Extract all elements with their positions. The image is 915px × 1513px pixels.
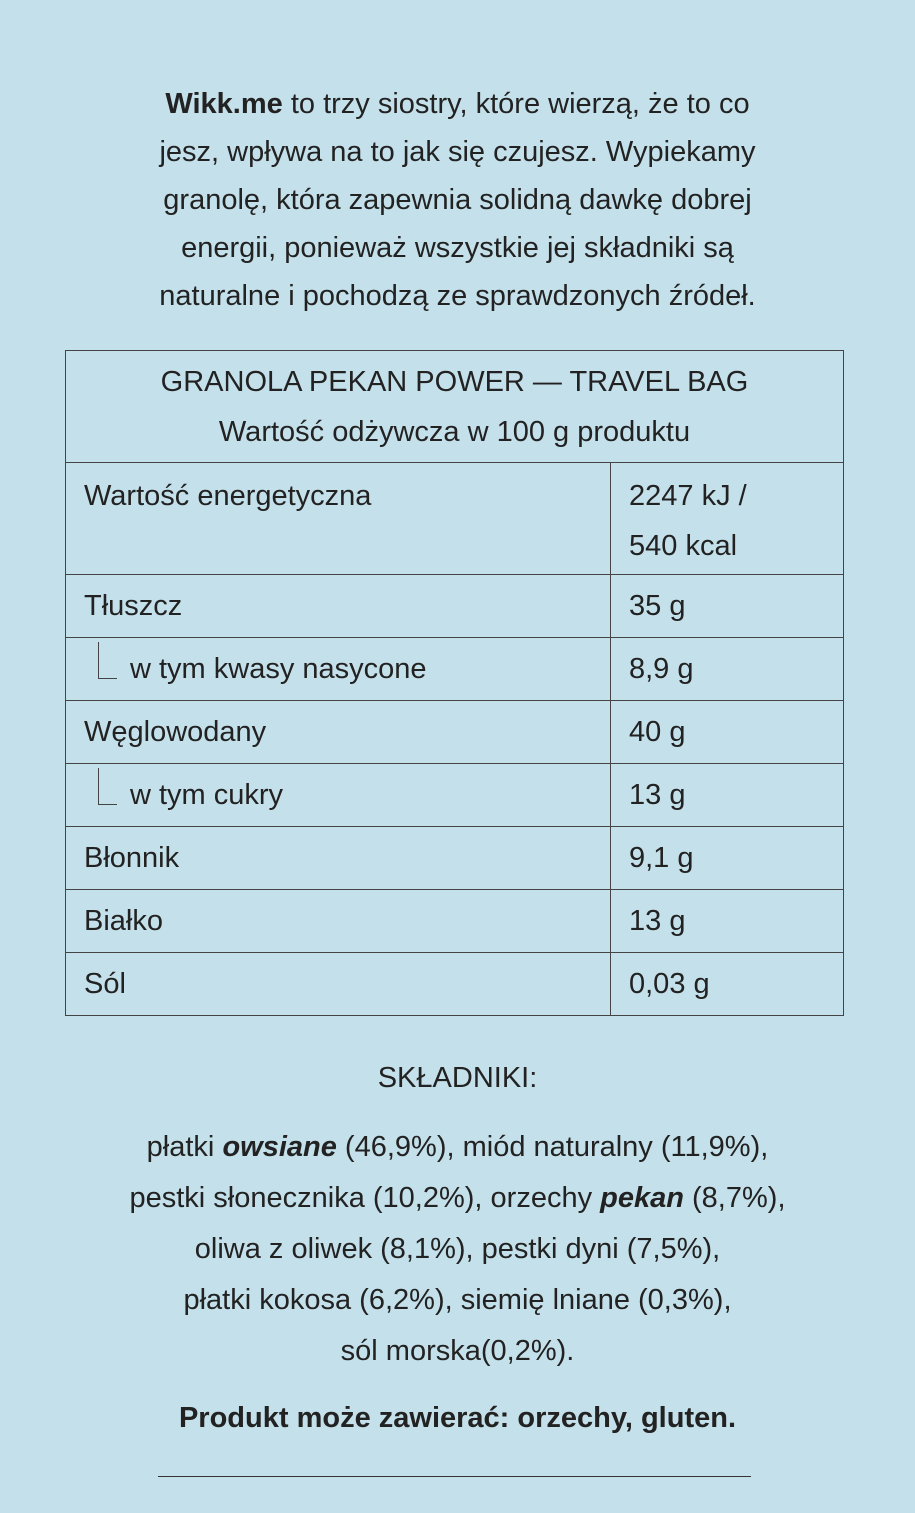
table-row: w tym cukry 13 g xyxy=(66,764,844,827)
product-title: GRANOLA PEKAN POWER — TRAVEL BAG xyxy=(160,366,749,398)
table-row: Wartość energetyczna 2247 kJ / 540 kcal xyxy=(66,463,844,575)
table-row: Tłuszcz 35 g xyxy=(66,575,844,638)
divider xyxy=(158,1476,751,1477)
nutrition-table xyxy=(65,350,844,1016)
table-row: w tym kwasy nasycone 8,9 g xyxy=(66,638,844,701)
table-row: Sól 0,03 g xyxy=(66,953,844,1016)
sub-item-icon xyxy=(98,768,117,805)
allergen-warning: Produkt może zawierać: orzechy, gluten. xyxy=(178,1402,737,1434)
table-subtitle: Wartość odżywcza w 100 g produktu xyxy=(218,416,691,448)
table-row: Błonnik 9,1 g xyxy=(66,827,844,890)
table-header xyxy=(66,351,844,463)
table-row: Białko 13 g xyxy=(66,890,844,953)
intro-text: Wikk.me to trzy siostry, które wierzą, że to co jesz, wpływa na to jak się czujesz. Wypiekamy granolę, która zapewnia solidną dawkę dobrej energii, ponieważ wszystkie jej składniki są naturalne i pochodzą ze sprawdzonych źródeł. xyxy=(159,88,756,312)
ingredients-list: płatki owsiane (46,9%), miód naturalny (11,9%), pestki słonecznika (10,2%), orzechy pekan (8,7%), oliwa z oliwek (8,1%), pestki dyni (7,5%), płatki kokosa (6,2%), siemię lniane (0,3%), sól morska(0,2%). xyxy=(129,1131,786,1367)
ingredients-title: SKŁADNIKI: xyxy=(377,1062,538,1094)
table-row: Węglowodany 40 g xyxy=(66,701,844,764)
brand-name: Wikk.me xyxy=(165,88,283,120)
sub-item-icon xyxy=(98,642,117,679)
